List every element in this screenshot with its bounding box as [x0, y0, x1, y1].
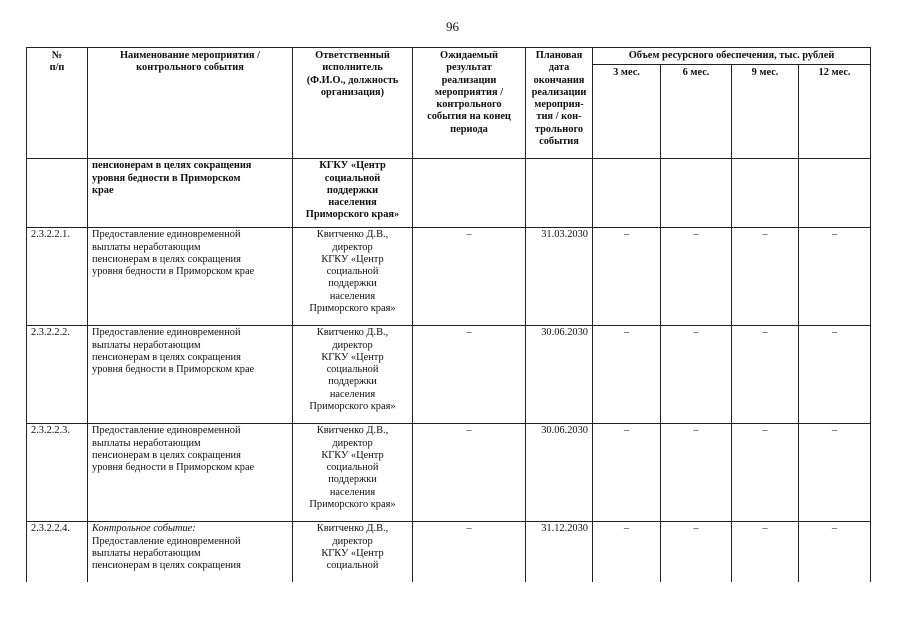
table-row: [27, 228, 871, 326]
cell-m3: –: [593, 522, 661, 582]
activity-name: Предоставление единовременной выплаты неработающим пенсионерам в целях сокращения уровня бедности в Приморском крае: [92, 229, 255, 278]
cell-m9: –: [732, 326, 799, 424]
cell-date: 31.12.2030: [526, 522, 593, 582]
cell-responsible: КГКУ «Центр социальной поддержки населения Приморского края»: [293, 159, 413, 228]
cell-m9: –: [732, 228, 799, 326]
cell-num: 2.3.2.2.3.: [27, 424, 88, 522]
cell-responsible: Квитченко Д.В., директор КГКУ «Центр социальной: [293, 522, 413, 582]
cell-m12: –: [799, 424, 871, 522]
cell-m3: –: [593, 326, 661, 424]
cell-name: пенсионерам в целях сокращения уровня бедности в Приморском крае: [88, 159, 293, 228]
header-responsible: Ответственный исполнитель (Ф.И.О., должность организация): [293, 48, 413, 159]
cell-responsible: Квитченко Д.В., директор КГКУ «Центр социальной поддержки населения Приморского края»: [293, 228, 413, 326]
cell-num: 2.3.2.2.4.: [27, 522, 88, 582]
activity-name: Предоставление единовременной выплаты неработающим пенсионерам в целях сокращения уровня бедности в Приморском крае: [92, 425, 255, 474]
cell-m3: [593, 159, 661, 228]
cell-m12: –: [799, 228, 871, 326]
cell-m9: –: [732, 522, 799, 582]
cell-m3: –: [593, 228, 661, 326]
cell-responsible: Квитченко Д.В., директор КГКУ «Центр социальной поддержки населения Приморского края»: [293, 326, 413, 424]
cell-m6: –: [661, 326, 732, 424]
cell-num: 2.3.2.2.1.: [27, 228, 88, 326]
header-3-months: 3 мес.: [593, 65, 661, 159]
table-row: [27, 522, 871, 582]
header-num: № п/п: [27, 48, 88, 159]
cell-date: 30.06.2030: [526, 424, 593, 522]
continuation-row: [27, 159, 871, 228]
cell-name: [88, 522, 293, 582]
cell-m6: –: [661, 228, 732, 326]
cell-date: [526, 159, 593, 228]
header-expected-result: Ожидаемый результат реализации мероприятия / контрольного события на конец периода: [413, 48, 526, 159]
cell-m6: –: [661, 522, 732, 582]
table-row: [27, 326, 871, 424]
cell-m12: –: [799, 326, 871, 424]
cell-num: [27, 159, 88, 228]
activity-name: Предоставление единовременной выплаты неработающим пенсионерам в целях сокращения уровня бедности в Приморском крае: [92, 327, 255, 376]
cell-name: [88, 326, 293, 424]
cell-expected: –: [413, 424, 526, 522]
page-number: 96: [446, 19, 459, 34]
activity-table: [26, 47, 871, 582]
cell-expected: –: [413, 522, 526, 582]
header-9-months: 9 мес.: [732, 65, 799, 159]
cell-name: [88, 228, 293, 326]
cell-m12: –: [799, 522, 871, 582]
cell-expected: –: [413, 326, 526, 424]
table-row: [27, 424, 871, 522]
control-event-label: Контрольное событие:: [92, 523, 196, 535]
cell-expected: –: [413, 228, 526, 326]
cell-responsible: Квитченко Д.В., директор КГКУ «Центр социальной поддержки населения Приморского края»: [293, 424, 413, 522]
cell-m6: [661, 159, 732, 228]
cell-date: 30.06.2030: [526, 326, 593, 424]
cell-m9: –: [732, 424, 799, 522]
cell-date: 31.03.2030: [526, 228, 593, 326]
cell-m9: [732, 159, 799, 228]
cell-expected: [413, 159, 526, 228]
cell-num: 2.3.2.2.2.: [27, 326, 88, 424]
cell-m6: –: [661, 424, 732, 522]
cell-m3: –: [593, 424, 661, 522]
header-planned-date: Плановая дата окончания реализации мероприя- тия / кон- трольного события: [526, 48, 593, 159]
cell-name: [88, 424, 293, 522]
header-12-months: 12 мес.: [799, 65, 871, 159]
header-name: Наименование мероприятия / контрольного события: [88, 48, 293, 159]
cell-m12: [799, 159, 871, 228]
activity-name: Предоставление единовременной выплаты неработающим пенсионерам в целях сокращения: [92, 535, 241, 572]
header-6-months: 6 мес.: [661, 65, 732, 159]
header-resources: Объем ресурсного обеспечения, тыс. рублей: [593, 48, 871, 65]
